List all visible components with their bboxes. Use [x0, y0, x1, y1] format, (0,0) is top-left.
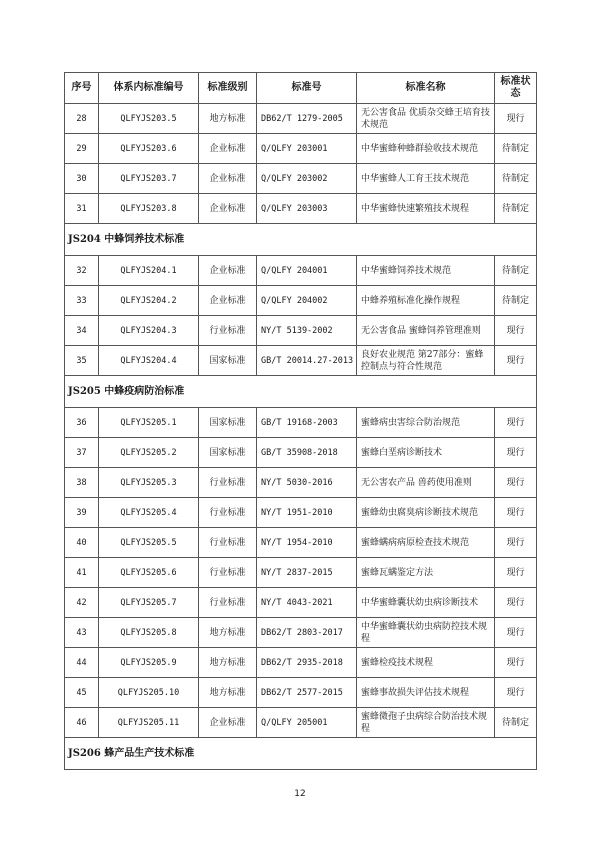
table-row: [65, 134, 537, 164]
standard-code-cell: QLFYJS203.5: [99, 104, 199, 134]
standard-number-cell: GB/T 35908-2018: [257, 438, 357, 468]
standard-level-cell: 企业标准: [199, 256, 257, 286]
column-header: 标准级别: [199, 73, 257, 104]
standard-level-cell: 行业标准: [199, 316, 257, 346]
standard-code-cell: QLFYJS205.10: [99, 678, 199, 708]
standard-code-cell: QLFYJS205.7: [99, 588, 199, 618]
standard-status-cell: 待制定: [495, 256, 537, 286]
standard-number-cell: NY/T 2837-2015: [257, 558, 357, 588]
page-number: 12: [294, 789, 306, 799]
standard-status-cell: 待制定: [495, 164, 537, 194]
row-number-cell: 39: [65, 498, 99, 528]
standard-code-cell: QLFYJS205.1: [99, 408, 199, 438]
row-number-cell: 36: [65, 408, 99, 438]
row-number-cell: 46: [65, 708, 99, 738]
table-row: [65, 316, 537, 346]
row-number-cell: 28: [65, 104, 99, 134]
standard-name-cell: 中华蜜蜂囊状幼虫病防控技术规程: [357, 618, 495, 648]
row-number-cell: 43: [65, 618, 99, 648]
standard-number-cell: DB62/T 2577-2015: [257, 678, 357, 708]
standard-level-cell: 行业标准: [199, 588, 257, 618]
standard-number-cell: Q/QLFY 205001: [257, 708, 357, 738]
standard-code-cell: QLFYJS204.2: [99, 286, 199, 316]
standard-number-cell: GB/T 19168-2003: [257, 408, 357, 438]
table-row: [65, 256, 537, 286]
standard-level-cell: 行业标准: [199, 558, 257, 588]
table-row: [65, 438, 537, 468]
standard-number-cell: DB62/T 1279-2005: [257, 104, 357, 134]
row-number-cell: 32: [65, 256, 99, 286]
standard-name-cell: 蜜蜂检疫技术规程: [357, 648, 495, 678]
standard-code-cell: QLFYJS205.4: [99, 498, 199, 528]
standard-name-cell: 蜜蜂螨病病原检查技术规范: [357, 528, 495, 558]
standard-level-cell: 地方标准: [199, 648, 257, 678]
standard-status-cell: 现行: [495, 558, 537, 588]
section-title: JS204 中蜂饲养技术标准: [65, 224, 537, 256]
standard-number-cell: NY/T 5139-2002: [257, 316, 357, 346]
standard-number-cell: DB62/T 2803-2017: [257, 618, 357, 648]
standard-number-cell: GB/T 20014.27-2013: [257, 346, 357, 376]
table-row: [65, 468, 537, 498]
table-row: [65, 164, 537, 194]
standard-status-cell: 待制定: [495, 708, 537, 738]
standard-name-cell: 蜜蜂病虫害综合防治规范: [357, 408, 495, 438]
section-header-row: [65, 738, 537, 770]
standards-table: [64, 72, 537, 770]
standard-number-cell: NY/T 1951-2010: [257, 498, 357, 528]
row-number-cell: 44: [65, 648, 99, 678]
standard-name-cell: 中华蜜蜂快速繁殖技术规程: [357, 194, 495, 224]
row-number-cell: 30: [65, 164, 99, 194]
standard-level-cell: 企业标准: [199, 286, 257, 316]
table-row: [65, 528, 537, 558]
standard-status-cell: 现行: [495, 588, 537, 618]
table-row: [65, 194, 537, 224]
table-row: [65, 588, 537, 618]
section-title: JS206 蜂产品生产技术标准: [65, 738, 537, 770]
row-number-cell: 37: [65, 438, 99, 468]
table-row: [65, 104, 537, 134]
standard-name-cell: 无公害农产品 兽药使用准则: [357, 468, 495, 498]
row-number-cell: 42: [65, 588, 99, 618]
table-row: [65, 558, 537, 588]
row-number-cell: 35: [65, 346, 99, 376]
table-row: [65, 286, 537, 316]
standard-level-cell: 国家标准: [199, 346, 257, 376]
standard-code-cell: QLFYJS205.8: [99, 618, 199, 648]
standard-code-cell: QLFYJS204.3: [99, 316, 199, 346]
standard-status-cell: 现行: [495, 678, 537, 708]
standard-status-cell: 现行: [495, 618, 537, 648]
standard-name-cell: 蜜蜂幼虫腐臭病诊断技术规范: [357, 498, 495, 528]
standard-level-cell: 行业标准: [199, 528, 257, 558]
standard-name-cell: 蜜蜂微孢子虫病综合防治技术规程: [357, 708, 495, 738]
table-row: [65, 346, 537, 376]
standard-name-cell: 无公害食品 蜜蜂饲养管理准则: [357, 316, 495, 346]
standard-status-cell: 现行: [495, 408, 537, 438]
section-header-row: [65, 376, 537, 408]
table-body: [65, 104, 537, 770]
row-number-cell: 34: [65, 316, 99, 346]
standard-number-cell: Q/QLFY 204001: [257, 256, 357, 286]
standard-level-cell: 地方标准: [199, 104, 257, 134]
standard-number-cell: DB62/T 2935-2018: [257, 648, 357, 678]
standard-code-cell: QLFYJS205.6: [99, 558, 199, 588]
row-number-cell: 38: [65, 468, 99, 498]
standard-level-cell: 企业标准: [199, 164, 257, 194]
row-number-cell: 31: [65, 194, 99, 224]
section-header-row: [65, 224, 537, 256]
standard-level-cell: 企业标准: [199, 708, 257, 738]
standard-level-cell: 地方标准: [199, 678, 257, 708]
standard-level-cell: 企业标准: [199, 134, 257, 164]
standard-status-cell: 现行: [495, 438, 537, 468]
standard-name-cell: 蜜蜂瓦螨鉴定方法: [357, 558, 495, 588]
table-row: [65, 408, 537, 438]
standard-name-cell: 中华蜜蜂囊状幼虫病诊断技术: [357, 588, 495, 618]
standard-number-cell: Q/QLFY 203003: [257, 194, 357, 224]
column-header: 标准名称: [357, 73, 495, 104]
standard-level-cell: 行业标准: [199, 498, 257, 528]
standard-status-cell: 待制定: [495, 286, 537, 316]
standard-code-cell: QLFYJS205.2: [99, 438, 199, 468]
standard-name-cell: 无公害食品 优质杂交蜂王培育技术规范: [357, 104, 495, 134]
standard-name-cell: 中华蜜蜂种蜂群验收技术规范: [357, 134, 495, 164]
row-number-cell: 33: [65, 286, 99, 316]
standard-code-cell: QLFYJS205.5: [99, 528, 199, 558]
standard-level-cell: 国家标准: [199, 408, 257, 438]
standard-status-cell: 现行: [495, 346, 537, 376]
standard-code-cell: QLFYJS205.9: [99, 648, 199, 678]
standard-code-cell: QLFYJS203.7: [99, 164, 199, 194]
standard-status-cell: 现行: [495, 468, 537, 498]
row-number-cell: 41: [65, 558, 99, 588]
table-header-row: [65, 73, 537, 104]
standard-status-cell: 待制定: [495, 194, 537, 224]
standard-name-cell: 蜜蜂事故损失评估技术规程: [357, 678, 495, 708]
standard-code-cell: QLFYJS205.11: [99, 708, 199, 738]
table-row: [65, 498, 537, 528]
row-number-cell: 45: [65, 678, 99, 708]
table-row: [65, 648, 537, 678]
section-title: JS205 中蜂疫病防治标准: [65, 376, 537, 408]
standard-code-cell: QLFYJS205.3: [99, 468, 199, 498]
standard-status-cell: 现行: [495, 528, 537, 558]
standard-name-cell: 蜜蜂白垩病诊断技术: [357, 438, 495, 468]
standard-number-cell: Q/QLFY 203002: [257, 164, 357, 194]
standard-code-cell: QLFYJS203.6: [99, 134, 199, 164]
standard-name-cell: 中华蜜蜂人工育王技术规范: [357, 164, 495, 194]
standard-code-cell: QLFYJS203.8: [99, 194, 199, 224]
column-header: 体系内标准编号: [99, 73, 199, 104]
standard-number-cell: NY/T 5030-2016: [257, 468, 357, 498]
row-number-cell: 29: [65, 134, 99, 164]
standard-level-cell: 国家标准: [199, 438, 257, 468]
standard-name-cell: 中蜂养殖标准化操作规程: [357, 286, 495, 316]
standard-status-cell: 现行: [495, 104, 537, 134]
standard-level-cell: 行业标准: [199, 468, 257, 498]
standard-level-cell: 企业标准: [199, 194, 257, 224]
standard-code-cell: QLFYJS204.4: [99, 346, 199, 376]
standard-code-cell: QLFYJS204.1: [99, 256, 199, 286]
standard-status-cell: 待制定: [495, 134, 537, 164]
standard-number-cell: Q/QLFY 203001: [257, 134, 357, 164]
standard-number-cell: Q/QLFY 204002: [257, 286, 357, 316]
row-number-cell: 40: [65, 528, 99, 558]
standard-number-cell: NY/T 4043-2021: [257, 588, 357, 618]
standard-status-cell: 现行: [495, 648, 537, 678]
standard-name-cell: 中华蜜蜂饲养技术规范: [357, 256, 495, 286]
column-header: 标准号: [257, 73, 357, 104]
standard-status-cell: 现行: [495, 498, 537, 528]
table-row: [65, 708, 537, 738]
standard-status-cell: 现行: [495, 316, 537, 346]
table-row: [65, 618, 537, 648]
table-row: [65, 678, 537, 708]
standard-number-cell: NY/T 1954-2010: [257, 528, 357, 558]
column-header: 标准状态: [495, 73, 537, 104]
column-header: 序号: [65, 73, 99, 104]
standard-level-cell: 地方标准: [199, 618, 257, 648]
standard-name-cell: 良好农业规范 第27部分：蜜蜂控制点与符合性规范: [357, 346, 495, 376]
